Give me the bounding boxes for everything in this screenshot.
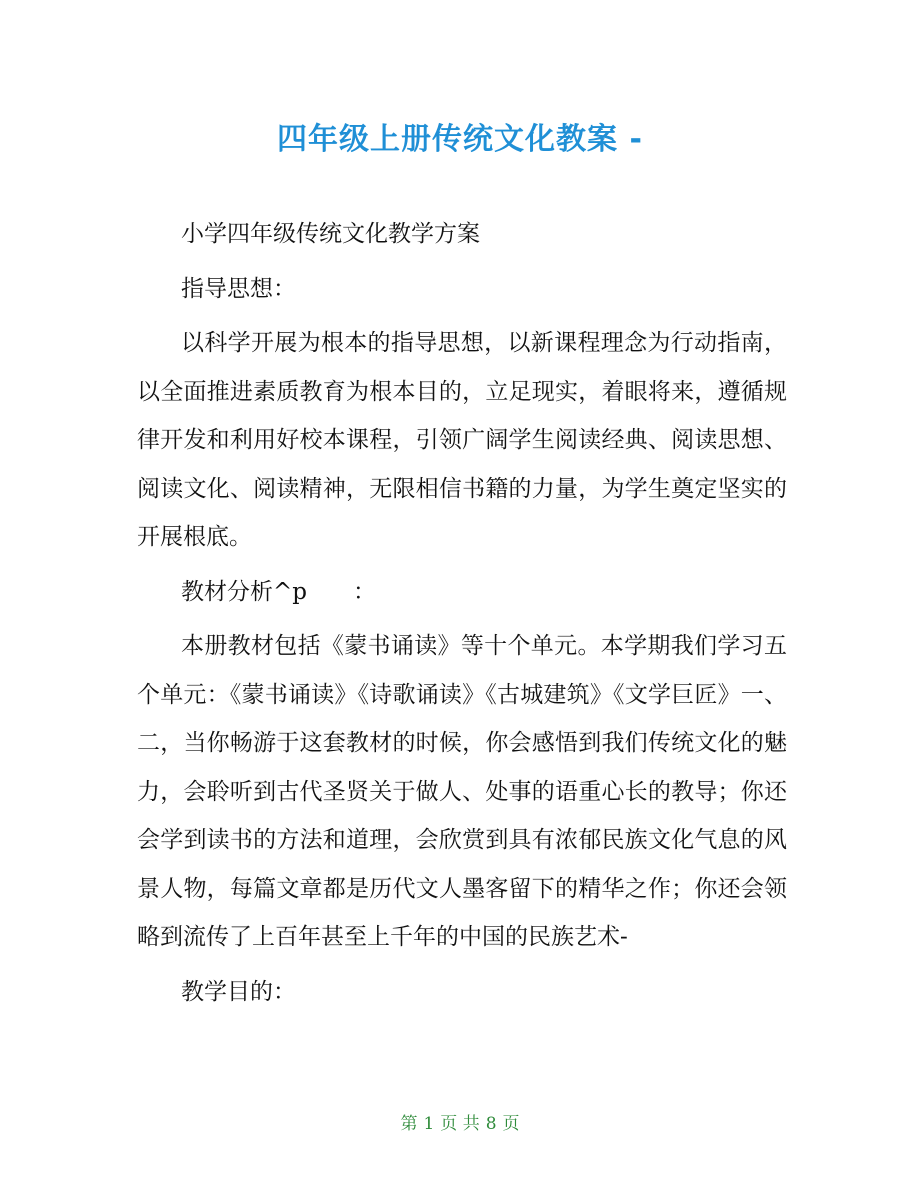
- paragraph-plan-title: 小学四年级传统文化教学方案: [181, 221, 480, 247]
- paragraph-material-heading: 教材分析^p ：: [181, 578, 376, 605]
- paragraph-material-analysis: 本册教材包括《蒙书诵读》等十个单元。本学期我们学习五个单元：《蒙书诵读》《诗歌诵读》《古城建筑》《文学巨匠》一、二，当你畅游于这套教材的时候，你会感悟到我们传统文化的魅力，会聆听到古代圣贤关于做人、处事的语重心长的教导；你还会学到读书的方法和道理，会欣赏到具有浓郁民族文化气息的风景人物，每篇文章都是历代文人墨客留下的精华之作；你还会领略到流传了上百年甚至上千年的中国的民族艺术-: [137, 633, 787, 950]
- footer-prefix: 第: [400, 1114, 418, 1134]
- footer-mid: 页 共: [440, 1114, 480, 1134]
- footer-page-number: 1: [423, 1114, 435, 1134]
- paragraph-guiding-thought: 以科学开展为根本的指导思想，以新课程理念为行动指南，以全面推进素质教育为根本目的，立足现实，着眼将来，遵循规律开发和利用好校本课程，引领广阔学生阅读经典、阅读思想、阅读文化、阅读精神，无限相信书籍的力量，为学生奠定坚实的开展根底。: [137, 330, 787, 550]
- page-footer: [0, 1112, 920, 1136]
- document-body: [137, 210, 787, 1016]
- document-title: 四年级上册传统文化教案 -: [277, 122, 643, 157]
- footer-total-pages: 8: [485, 1114, 497, 1134]
- footer-suffix: 页: [502, 1114, 520, 1134]
- paragraph-teaching-goals-heading: 教学目的：: [181, 978, 296, 1005]
- paragraph-guiding-heading: 指导思想：: [181, 275, 296, 302]
